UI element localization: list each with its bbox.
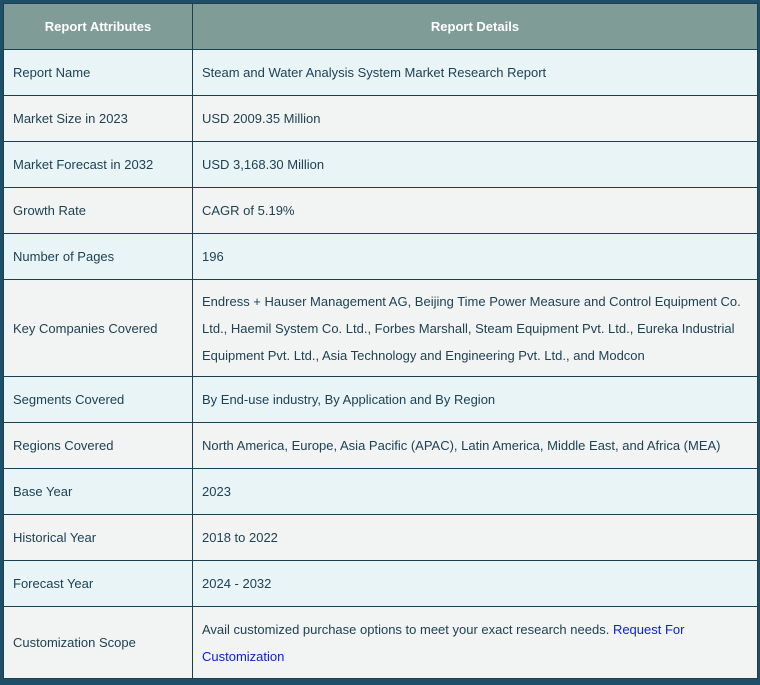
row-detail: By End-use industry, By Application and By Region [193,377,758,423]
row-detail: North America, Europe, Asia Pacific (APAC), Latin America, Middle East, and Africa (MEA) [193,423,758,469]
row-detail-cell [193,607,758,679]
row-detail: 2023 [193,469,758,515]
table-row [4,188,758,234]
row-detail: Steam and Water Analysis System Market Research Report [193,50,758,96]
table-row [4,377,758,423]
row-detail: 2024 - 2032 [193,561,758,607]
table-row [4,234,758,280]
row-attribute: Historical Year [4,515,193,561]
report-attributes-table [3,3,758,679]
row-attribute: Report Name [4,50,193,96]
row-attribute: Market Size in 2023 [4,96,193,142]
table-row [4,96,758,142]
row-attribute: Number of Pages [4,234,193,280]
row-attribute: Forecast Year [4,561,193,607]
table-row [4,50,758,96]
table-row [4,561,758,607]
row-attribute: Customization Scope [4,607,193,679]
row-detail: Avail customized purchase options to meet your exact research needs. [202,621,610,637]
header-details: Report Details [193,4,758,50]
header-attributes: Report Attributes [4,4,193,50]
table-row [4,607,758,679]
table-row [4,142,758,188]
row-detail: Endress + Hauser Management AG, Beijing Time Power Measure and Control Equipment Co. Ltd., Haemil System Co. Ltd., Forbes Marshall, Steam Equipment Pvt. Ltd., Eureka Industrial Equipment Pvt. Ltd., Asia Technology and Engineering Pvt. Ltd., and Modcon [193,280,758,377]
table-row [4,515,758,561]
row-detail: USD 3,168.30 Million [193,142,758,188]
row-detail: 2018 to 2022 [193,515,758,561]
table-header-row [4,4,758,50]
row-attribute: Market Forecast in 2032 [4,142,193,188]
row-detail: CAGR of 5.19% [193,188,758,234]
row-attribute: Growth Rate [4,188,193,234]
table-row [4,469,758,515]
row-attribute: Regions Covered [4,423,193,469]
row-attribute: Segments Covered [4,377,193,423]
row-detail: USD 2009.35 Million [193,96,758,142]
request-customization-link[interactable]: Request For Customization [202,621,685,664]
table-row [4,423,758,469]
row-attribute: Key Companies Covered [4,280,193,377]
row-attribute: Base Year [4,469,193,515]
table-row [4,280,758,377]
row-detail: 196 [193,234,758,280]
